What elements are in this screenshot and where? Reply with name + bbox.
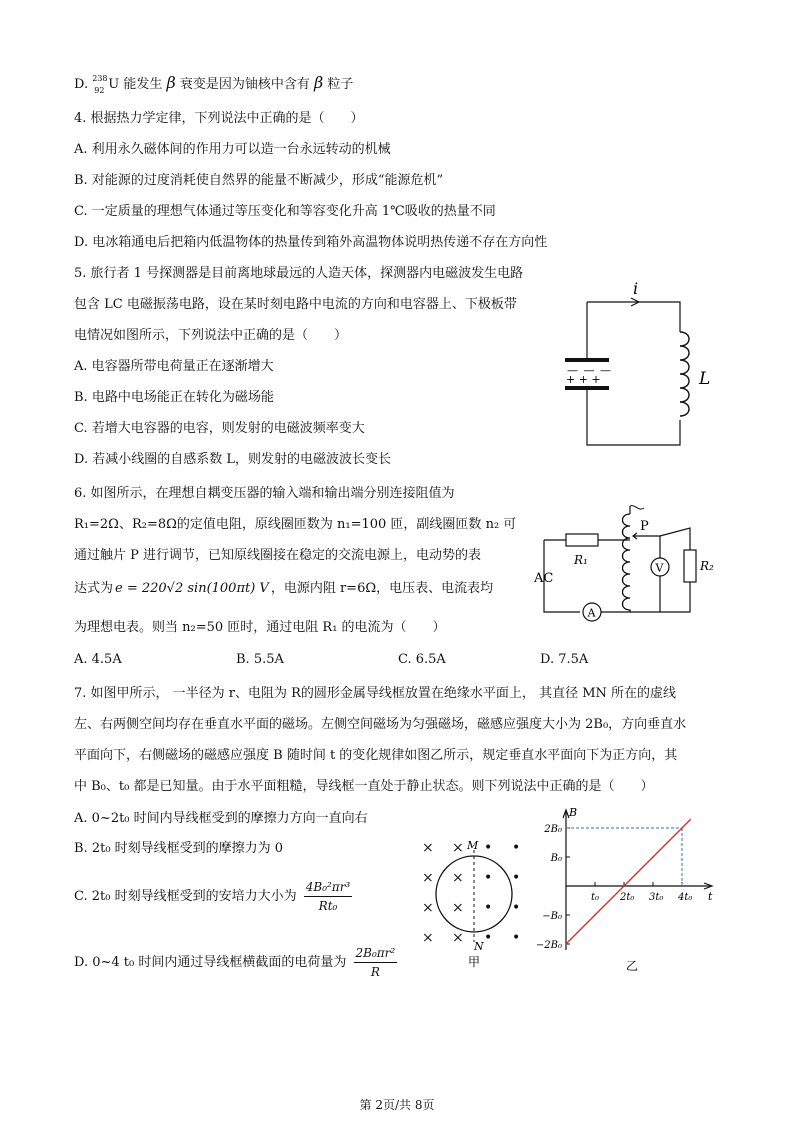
dot: •	[484, 930, 493, 946]
data-point	[565, 943, 567, 945]
q4-option-b: B. 对能源的过度消耗使自然界的能量不断减少，形成“能源危机”	[74, 173, 444, 188]
y-tick-label: −2B₀	[535, 940, 562, 951]
capacitor-top-plate	[565, 358, 609, 362]
right-field-dots	[484, 840, 520, 946]
q6-option-a: A. 4.5A	[74, 652, 122, 667]
cross: ×	[422, 930, 434, 946]
figure-caption-yi: 乙	[626, 959, 639, 973]
q6-line-5: 为理想电表。则当 n₂=50 匝时，通过电阻 R₁ 的电流为（ ）	[74, 620, 446, 635]
q3-option-d	[74, 74, 353, 94]
q7-line-2: 左、右两侧空间均存在垂直水平面的磁场。左侧空间磁场为匀强磁场，磁感应强度大小为 2B₀，方向垂直水	[74, 717, 687, 732]
dot: •	[512, 930, 521, 946]
q7-line-4: 中 B₀、t₀ 都是已知量。由于水平面粗糙，导线框一直处于静止状态。则下列说法中正确的是（ ）	[74, 779, 654, 794]
cross: ×	[452, 900, 464, 916]
p-label: P	[640, 519, 649, 534]
cross: ×	[452, 840, 464, 856]
transformer-circuit-diagram	[530, 500, 720, 625]
fraction	[354, 944, 398, 981]
cross: ×	[422, 900, 434, 916]
text: 衰变是因为铀核中含有	[175, 77, 314, 92]
x-tick-label: 3t₀	[649, 892, 664, 903]
inductor-label: L	[699, 369, 711, 389]
q7-option-d	[74, 944, 397, 981]
q5-option-d: D. 若减小线圈的自感系数 L，则发射的电磁波波长变长	[74, 452, 391, 467]
r2-label: R₂	[700, 559, 714, 573]
resistor-r1	[566, 534, 598, 546]
q7-option-c	[74, 878, 352, 915]
capacitor-top-charge: — — —	[567, 364, 612, 377]
emf-formula: e = 220√2 sin(100πt) V	[115, 581, 269, 596]
q6-line-1: 6. 如图所示，在理想自耦变压器的输入端和输出端分别连接阻值为	[74, 486, 455, 501]
data-point	[652, 856, 654, 858]
x-tick-label: 4t₀	[678, 892, 693, 903]
q7-line-1: 7. 如图甲所示， 一半径为 r、电阻为 R的圆形金属导线框放置在绝缘水平面上， 其直径 MN 所在的虚线	[74, 686, 677, 701]
q6-line-3: 通过触片 P 进行调节，已知原线圈接在稳定的交流电源上，电动势的表	[74, 548, 482, 563]
q4-stem: 4. 根据热力学定律，下列说法中正确的是（ ）	[74, 111, 364, 126]
capacitor-bottom-charge: + + +	[566, 373, 601, 386]
x-axis-label: t	[708, 890, 713, 903]
series-line-extension	[682, 819, 691, 828]
q6-option-d: D. 7.5A	[540, 652, 589, 667]
r1-label: R₁	[574, 553, 588, 567]
q6-line-2: R₁=2Ω、R₂=8Ω的定值电阻，原线圈匝数为 n₁=100 匝，副线圈匝数 n₂ 可	[74, 517, 517, 532]
dot: •	[512, 840, 521, 856]
figure-caption-jia: 甲	[468, 955, 481, 969]
current-label: i	[633, 280, 639, 298]
dot: •	[484, 840, 493, 856]
ac-source-label: AC	[534, 571, 554, 586]
bt-chart	[528, 800, 728, 975]
lc-circuit-diagram	[555, 280, 715, 450]
cross: ×	[452, 930, 464, 946]
isotope-numbers	[92, 74, 108, 95]
q7-option-a: A. 0~2t₀ 时间内导线框受到的摩擦力方向一直向右	[74, 811, 368, 826]
q6-option-c: C. 6.5A	[398, 652, 446, 667]
q5-stem-1: 5. 旅行者 1 号探测器是目前离地球最远的人造天体，探测器内电磁波发生电路	[74, 266, 524, 281]
q5-option-c: C. 若增大电容器的电容，则发射的电磁波频率变大	[74, 421, 365, 436]
q7-line-3: 平面向下，右侧磁场的磁感应强度 B 随时间 t 的变化规律如图乙所示，规定垂直水平面向下为正方向，其	[74, 748, 678, 763]
data-point	[623, 885, 625, 887]
x-tick-label: t₀	[591, 892, 600, 903]
capacitor-bottom-plate	[565, 386, 609, 390]
inductor-coil	[680, 332, 689, 416]
q5-stem-2: 包含 LC 电磁振荡电路，设在某时刻电路中电流的方向和电容器上、下极板带	[74, 297, 517, 312]
numerator: 4B₀²πr³	[304, 878, 353, 897]
y-axis-label: B	[569, 806, 578, 819]
text: 能发生	[119, 77, 167, 92]
cross: ×	[422, 840, 434, 856]
q5-option-b: B. 电路中电场能正在转化为磁场能	[74, 390, 274, 405]
text: 达式为	[74, 581, 114, 596]
y-tick-label: −B₀	[542, 911, 562, 922]
dot: •	[512, 870, 521, 886]
resistor-r2	[684, 550, 696, 582]
text: D. 0~4 t₀ 时间内通过导线框横截面的电荷量为	[74, 955, 347, 970]
y-tick-label: 2B₀	[544, 824, 562, 835]
numerator: 2B₀πr²	[354, 944, 398, 963]
y-tick-label: B₀	[550, 853, 562, 864]
charge-number: 92	[94, 86, 105, 95]
ammeter-label: A	[587, 606, 596, 620]
cross: ×	[422, 870, 434, 886]
q5-stem-3: 电情况如图所示，下列说法中正确的是（ ）	[74, 328, 348, 343]
q6-line-4	[74, 580, 493, 598]
voltmeter-label: V	[655, 561, 664, 575]
data-point	[594, 914, 596, 916]
page-footer: 第 2页/共 8页	[359, 1098, 435, 1112]
text: 粒子	[323, 77, 354, 92]
m-label: M	[467, 839, 479, 852]
data-point	[681, 827, 683, 829]
q4-option-a: A. 利用永久磁体间的作用力可以造一台永远转动的机械	[74, 142, 391, 157]
beta-symbol: β	[166, 73, 176, 92]
q7-option-b: B. 2t₀ 时刻导线框受到的摩擦力为 0	[74, 841, 284, 856]
q4-option-c: C. 一定质量的理想气体通过等压变化和等容变化升高 1℃吸收的热量不同	[74, 204, 496, 219]
dot: •	[512, 900, 521, 916]
q6-option-b: B. 5.5A	[236, 652, 284, 667]
magnetic-field-crosses	[422, 840, 464, 946]
cross: ×	[452, 870, 464, 886]
transformer-coil	[623, 514, 631, 612]
denominator: R	[370, 965, 380, 979]
figure-jia	[412, 832, 532, 972]
q5-option-a: A. 电容器所带电荷量正在逐渐增大	[74, 359, 274, 374]
option-label: D.	[74, 77, 89, 92]
mass-number: 238	[92, 74, 108, 83]
denominator: Rt₀	[318, 899, 338, 913]
q4-option-d: D. 电冰箱通电后把箱内低温物体的热量传到箱外高温物体说明热传递不存在方向性	[74, 235, 548, 250]
text: C. 2t₀ 时刻导线框受到的安培力大小为	[74, 889, 297, 904]
x-tick-label: 2t₀	[620, 892, 635, 903]
n-label: N	[474, 940, 484, 953]
element-symbol: U	[108, 77, 120, 92]
dot: •	[484, 900, 493, 916]
fraction	[304, 878, 353, 915]
text: ，电源内阻 r=6Ω，电压表、电流表均	[270, 581, 494, 596]
beta-symbol: β	[313, 73, 324, 92]
dot: •	[484, 870, 493, 886]
